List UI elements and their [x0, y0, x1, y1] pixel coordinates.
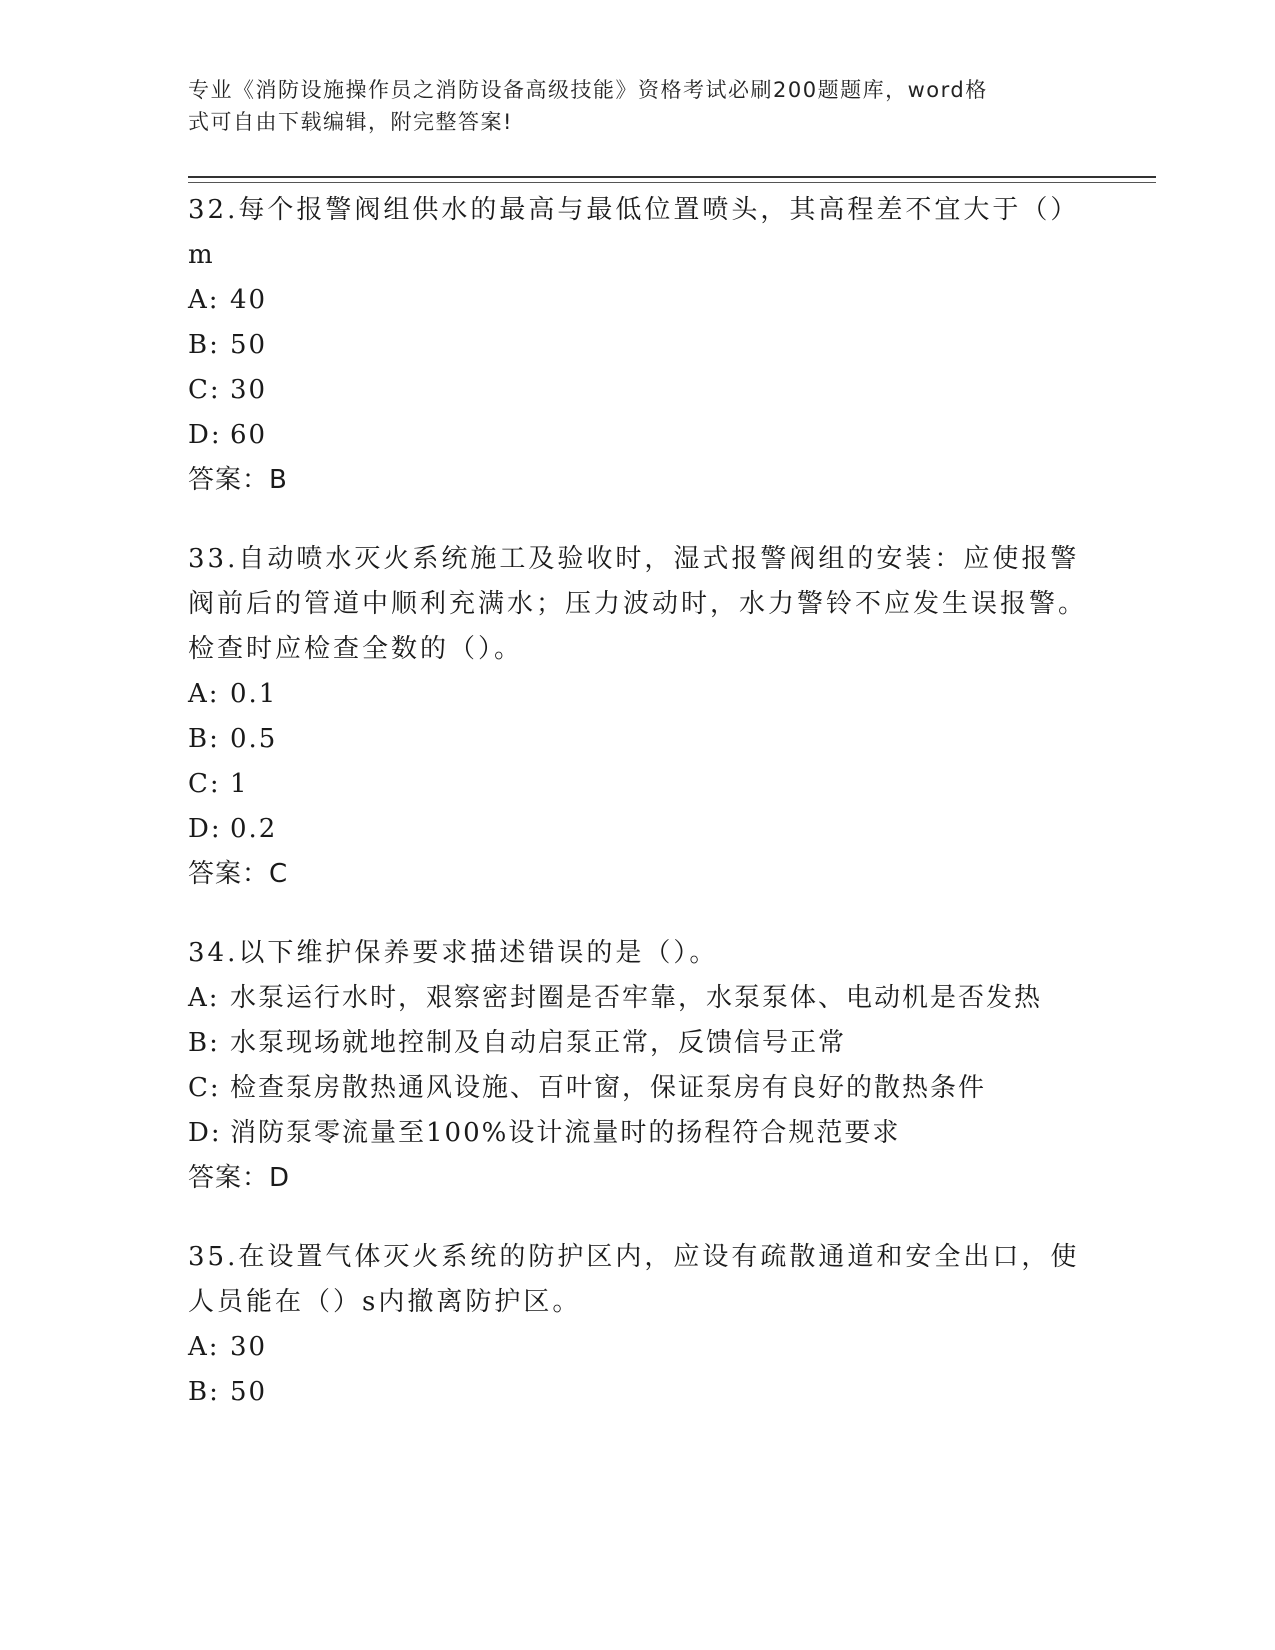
question-32	[188, 188, 1088, 503]
option-key: D:	[188, 1118, 222, 1148]
option-value: 0.2	[230, 814, 278, 844]
answer: 答案：D	[188, 1163, 291, 1193]
option-b	[188, 1021, 1088, 1066]
question-text: 34.以下维护保养要求描述错误的是（）。	[188, 938, 719, 968]
option-d	[188, 807, 1088, 852]
option-a	[188, 1325, 1088, 1370]
document-header	[188, 74, 1068, 138]
option-value: 0.1	[230, 679, 278, 709]
option-key: B:	[188, 330, 220, 360]
option-value: 40	[230, 285, 268, 315]
option-value: 水泵现场就地控制及自动启泵正常，反馈信号正常	[230, 1028, 847, 1058]
option-key: D:	[188, 814, 222, 844]
question-text: 35.在设置气体灭火系统的防护区内，应设有疏散通道和安全出口，使人员能在（）s内撤离防护区。	[188, 1242, 1080, 1317]
option-c	[188, 762, 1088, 807]
option-a	[188, 976, 1088, 1021]
option-value: 30	[230, 1332, 268, 1362]
option-value: 1	[230, 769, 249, 799]
question-34	[188, 931, 1088, 1201]
header-divider-thin	[188, 182, 1156, 183]
header-line-1: 专业《消防设施操作员之消防设备高级技能》资格考试必刷200题题库，word格	[188, 78, 988, 102]
option-key: B:	[188, 724, 220, 754]
option-b	[188, 1370, 1088, 1415]
option-value: 0.5	[230, 724, 278, 754]
question-text: 33.自动喷水灭火系统施工及验收时，湿式报警阀组的安装：应使报警阀前后的管道中顺利充满水；压力波动时，水力警铃不应发生误报警。检查时应检查全数的（）。	[188, 544, 1088, 664]
option-key: D:	[188, 420, 222, 450]
option-key: B:	[188, 1377, 220, 1407]
question-35	[188, 1235, 1088, 1415]
question-text: 32.每个报警阀组供水的最高与最低位置喷头，其高程差不宜大于（）m	[188, 195, 1080, 270]
option-b	[188, 717, 1088, 762]
option-key: C:	[188, 1073, 221, 1103]
option-a	[188, 278, 1088, 323]
question-list	[188, 188, 1088, 1449]
option-value: 50	[230, 1377, 268, 1407]
option-d	[188, 413, 1088, 458]
option-key: C:	[188, 375, 221, 405]
option-c	[188, 368, 1088, 413]
answer: 答案：C	[188, 859, 289, 889]
option-value: 60	[230, 420, 268, 450]
option-key: C:	[188, 769, 221, 799]
option-value: 检查泵房散热通风设施、百叶窗，保证泵房有良好的散热条件	[230, 1073, 987, 1103]
option-key: B:	[188, 1028, 220, 1058]
question-33	[188, 537, 1088, 897]
option-value: 水泵运行水时，艰察密封圈是否牢靠，水泵泵体、电动机是否发热	[230, 983, 1043, 1013]
header-divider-thick	[188, 176, 1156, 178]
option-c	[188, 1066, 1088, 1111]
option-value: 50	[230, 330, 268, 360]
option-key: A:	[188, 285, 220, 315]
option-a	[188, 672, 1088, 717]
option-value: 消防泵零流量至100%设计流量时的扬程符合规范要求	[230, 1118, 901, 1148]
answer: 答案：B	[188, 465, 288, 495]
option-b	[188, 323, 1088, 368]
option-value: 30	[230, 375, 268, 405]
option-key: A:	[188, 983, 220, 1013]
option-key: A:	[188, 1332, 220, 1362]
option-key: A:	[188, 679, 220, 709]
header-line-2: 式可自由下载编辑，附完整答案!	[188, 110, 513, 134]
option-d	[188, 1111, 1088, 1156]
